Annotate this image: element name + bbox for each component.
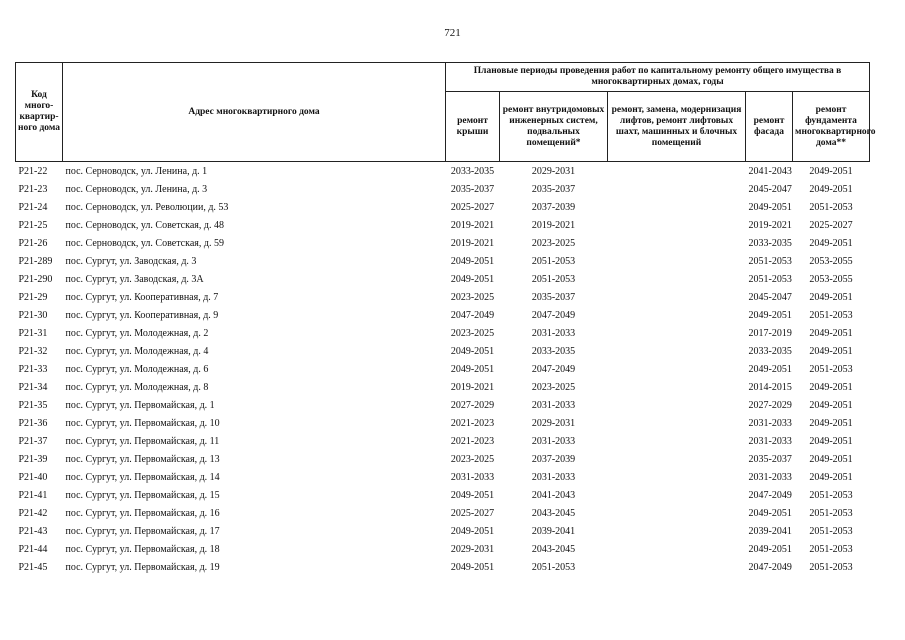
table-row <box>16 360 870 378</box>
table-body <box>16 162 870 577</box>
table-row <box>16 432 870 450</box>
cell-foundation: 2051-2053 <box>809 489 853 501</box>
cell-systems: 2031-2033 <box>531 435 576 447</box>
cell-code: Р21-32 <box>18 345 48 357</box>
cell-foundation: 2049-2051 <box>809 291 853 303</box>
capital-repair-schedule-table <box>15 62 876 576</box>
table-row <box>16 522 870 540</box>
cell-address: пос. Сургут, ул. Кооперативная, д. 7 <box>65 291 219 303</box>
cell-facade: 2033-2035 <box>748 237 792 249</box>
cell-foundation: 2051-2053 <box>809 309 853 321</box>
cell-roof: 2027-2029 <box>450 399 495 411</box>
cell-facade: 2039-2041 <box>748 525 792 537</box>
cell-facade: 2035-2037 <box>748 453 792 465</box>
cell-foundation: 2049-2051 <box>809 453 853 465</box>
cell-systems: 2041-2043 <box>531 489 576 501</box>
header-address: Адрес многоквартирного дома <box>63 63 446 162</box>
cell-foundation: 2051-2053 <box>809 507 853 519</box>
cell-elevators <box>608 522 746 540</box>
cell-code: Р21-34 <box>18 381 48 393</box>
cell-facade: 2047-2049 <box>748 489 792 501</box>
cell-address: пос. Сургут, ул. Молодежная, д. 8 <box>65 381 209 393</box>
header-planned-periods: Плановые периоды проведения работ по капитальному ремонту общего имущества в многоквартирных домах, годы <box>446 63 870 92</box>
cell-facade: 2014-2015 <box>748 381 792 393</box>
cell-facade: 2049-2051 <box>748 201 792 213</box>
cell-foundation: 2049-2051 <box>809 471 853 483</box>
cell-facade: 2049-2051 <box>748 363 792 375</box>
table-row <box>16 270 870 288</box>
cell-foundation: 2049-2051 <box>809 417 853 429</box>
cell-systems: 2023-2025 <box>531 381 576 393</box>
cell-systems: 2031-2033 <box>531 327 576 339</box>
cell-code: Р21-35 <box>18 399 48 411</box>
cell-code: Р21-26 <box>18 237 48 249</box>
cell-foundation: 2051-2053 <box>809 363 853 375</box>
cell-systems: 2037-2039 <box>531 453 576 465</box>
cell-foundation: 2051-2053 <box>809 543 853 555</box>
cell-elevators <box>608 468 746 486</box>
cell-foundation: 2053-2055 <box>809 273 853 285</box>
table-row <box>16 414 870 432</box>
cell-foundation: 2049-2051 <box>809 183 853 195</box>
cell-code: Р21-44 <box>18 543 48 555</box>
table-row <box>16 468 870 486</box>
cell-systems: 2031-2033 <box>531 399 576 411</box>
header-roof: ремонт крыши <box>446 92 500 162</box>
cell-code: Р21-289 <box>18 255 53 267</box>
cell-roof: 2019-2021 <box>450 219 495 231</box>
cell-code: Р21-36 <box>18 417 48 429</box>
cell-address: пос. Сургут, ул. Первомайская, д. 1 <box>65 399 215 411</box>
header-facade: ремонт фасада <box>746 92 793 162</box>
cell-address: пос. Сургут, ул. Первомайская, д. 16 <box>65 507 220 519</box>
cell-roof: 2023-2025 <box>450 291 495 303</box>
cell-facade: 2031-2033 <box>748 435 792 447</box>
cell-elevators <box>608 306 746 324</box>
cell-address: пос. Серноводск, ул. Ленина, д. 3 <box>65 183 208 195</box>
cell-systems: 2051-2053 <box>531 561 576 573</box>
cell-elevators <box>608 360 746 378</box>
cell-facade: 2031-2033 <box>748 417 792 429</box>
cell-elevators <box>608 270 746 288</box>
cell-foundation: 2049-2051 <box>809 165 853 177</box>
cell-facade: 2017-2019 <box>748 327 792 339</box>
cell-roof: 2031-2033 <box>450 471 495 483</box>
cell-address: пос. Сургут, ул. Молодежная, д. 4 <box>65 345 209 357</box>
cell-facade: 2049-2051 <box>748 507 792 519</box>
table-row <box>16 252 870 270</box>
cell-elevators <box>608 558 746 576</box>
cell-code: Р21-40 <box>18 471 48 483</box>
cell-address: пос. Серноводск, ул. Советская, д. 48 <box>65 219 224 231</box>
table-row <box>16 558 870 576</box>
cell-elevators <box>608 234 746 252</box>
cell-elevators <box>608 396 746 414</box>
cell-roof: 2019-2021 <box>450 237 495 249</box>
cell-facade: 2045-2047 <box>748 291 792 303</box>
cell-foundation: 2049-2051 <box>809 381 853 393</box>
cell-facade: 2041-2043 <box>748 165 792 177</box>
cell-foundation: 2049-2051 <box>809 237 853 249</box>
cell-roof: 2019-2021 <box>450 381 495 393</box>
cell-roof: 2021-2023 <box>450 435 495 447</box>
cell-code: Р21-290 <box>18 273 53 285</box>
cell-roof: 2023-2025 <box>450 453 495 465</box>
table-row <box>16 306 870 324</box>
cell-systems: 2039-2041 <box>531 525 576 537</box>
cell-code: Р21-29 <box>18 291 48 303</box>
cell-systems: 2029-2031 <box>531 417 576 429</box>
cell-systems: 2051-2053 <box>531 273 576 285</box>
cell-facade: 2019-2021 <box>748 219 792 231</box>
cell-foundation: 2051-2053 <box>809 525 853 537</box>
cell-facade: 2045-2047 <box>748 183 792 195</box>
cell-code: Р21-45 <box>18 561 48 573</box>
cell-code: Р21-30 <box>18 309 48 321</box>
cell-systems: 2035-2037 <box>531 291 576 303</box>
cell-elevators <box>608 378 746 396</box>
cell-foundation: 2049-2051 <box>809 399 853 411</box>
cell-systems: 2043-2045 <box>531 543 576 555</box>
cell-roof: 2025-2027 <box>450 201 495 213</box>
cell-foundation: 2049-2051 <box>809 327 853 339</box>
cell-elevators <box>608 450 746 468</box>
cell-roof: 2023-2025 <box>450 327 495 339</box>
cell-foundation: 2051-2053 <box>809 561 853 573</box>
cell-roof: 2049-2051 <box>450 363 495 375</box>
cell-address: пос. Сургут, ул. Первомайская, д. 10 <box>65 417 220 429</box>
cell-elevators <box>608 252 746 270</box>
cell-facade: 2027-2029 <box>748 399 792 411</box>
cell-address: пос. Сургут, ул. Кооперативная, д. 9 <box>65 309 219 321</box>
cell-foundation: 2025-2027 <box>809 219 853 231</box>
cell-roof: 2033-2035 <box>450 165 495 177</box>
cell-elevators <box>608 198 746 216</box>
cell-foundation: 2053-2055 <box>809 255 853 267</box>
cell-address: пос. Сургут, ул. Заводская, д. 3 <box>65 255 197 267</box>
cell-elevators <box>608 180 746 198</box>
cell-roof: 2049-2051 <box>450 345 495 357</box>
cell-code: Р21-41 <box>18 489 48 501</box>
table-row <box>16 288 870 306</box>
cell-elevators <box>608 432 746 450</box>
cell-elevators <box>608 162 746 181</box>
cell-roof: 2025-2027 <box>450 507 495 519</box>
cell-roof: 2021-2023 <box>450 417 495 429</box>
cell-address: пос. Серноводск, ул. Ленина, д. 1 <box>65 165 208 177</box>
cell-elevators <box>608 342 746 360</box>
cell-facade: 2051-2053 <box>748 273 792 285</box>
cell-address: пос. Сургут, ул. Первомайская, д. 11 <box>65 435 220 447</box>
cell-elevators <box>608 540 746 558</box>
header-elevators: ремонт, замена, модернизация лифтов, ремонт лифтовых шахт, машинных и блочных помещений <box>608 92 746 162</box>
cell-code: Р21-23 <box>18 183 48 195</box>
page-number: 721 <box>444 27 461 39</box>
table-row <box>16 540 870 558</box>
cell-facade: 2049-2051 <box>748 543 792 555</box>
header-code: Код много-квартир-ного дома <box>16 63 63 162</box>
cell-roof: 2049-2051 <box>450 561 495 573</box>
cell-facade: 2049-2051 <box>748 309 792 321</box>
cell-roof: 2049-2051 <box>450 525 495 537</box>
cell-code: Р21-24 <box>18 201 48 213</box>
table-row <box>16 234 870 252</box>
cell-systems: 2029-2031 <box>531 165 576 177</box>
table-row <box>16 450 870 468</box>
cell-systems: 2043-2045 <box>531 507 576 519</box>
table-row <box>16 180 870 198</box>
table-row <box>16 198 870 216</box>
cell-code: Р21-43 <box>18 525 48 537</box>
cell-address: пос. Сургут, ул. Молодежная, д. 2 <box>65 327 209 339</box>
table-row <box>16 216 870 234</box>
cell-address: пос. Сургут, ул. Заводская, д. 3А <box>65 273 204 285</box>
table-header <box>16 63 876 162</box>
table-row <box>16 324 870 342</box>
cell-elevators <box>608 288 746 306</box>
cell-roof: 2029-2031 <box>450 543 495 555</box>
cell-systems: 2051-2053 <box>531 255 576 267</box>
cell-code: Р21-31 <box>18 327 48 339</box>
cell-address: пос. Сургут, ул. Первомайская, д. 13 <box>65 453 220 465</box>
cell-address: пос. Серноводск, ул. Советская, д. 59 <box>65 237 224 249</box>
cell-address: пос. Серноводск, ул. Революции, д. 53 <box>65 201 229 213</box>
cell-facade: 2051-2053 <box>748 255 792 267</box>
cell-address: пос. Сургут, ул. Первомайская, д. 14 <box>65 471 220 483</box>
table-row <box>16 504 870 522</box>
cell-foundation: 2049-2051 <box>809 345 853 357</box>
cell-elevators <box>608 504 746 522</box>
cell-elevators <box>608 486 746 504</box>
cell-roof: 2047-2049 <box>450 309 495 321</box>
cell-systems: 2047-2049 <box>531 363 576 375</box>
cell-systems: 2019-2021 <box>531 219 576 231</box>
cell-roof: 2049-2051 <box>450 255 495 267</box>
header-foundation: ремонт фундамента многоквартирного дома** <box>793 92 870 162</box>
cell-address: пос. Сургут, ул. Первомайская, д. 19 <box>65 561 220 573</box>
header-systems: ремонт внутридомовых инженерных систем, подвальных помещений* <box>500 92 608 162</box>
cell-systems: 2037-2039 <box>531 201 576 213</box>
cell-code: Р21-39 <box>18 453 48 465</box>
cell-foundation: 2049-2051 <box>809 435 853 447</box>
table-row <box>16 486 870 504</box>
cell-code: Р21-37 <box>18 435 48 447</box>
cell-code: Р21-42 <box>18 507 48 519</box>
cell-roof: 2049-2051 <box>450 273 495 285</box>
table-row <box>16 162 870 181</box>
cell-address: пос. Сургут, ул. Первомайская, д. 18 <box>65 543 220 555</box>
cell-facade: 2047-2049 <box>748 561 792 573</box>
cell-roof: 2035-2037 <box>450 183 495 195</box>
cell-elevators <box>608 216 746 234</box>
table-row <box>16 378 870 396</box>
cell-code: Р21-33 <box>18 363 48 375</box>
cell-address: пос. Сургут, ул. Первомайская, д. 15 <box>65 489 220 501</box>
cell-address: пос. Сургут, ул. Первомайская, д. 17 <box>65 525 220 537</box>
cell-facade: 2031-2033 <box>748 471 792 483</box>
cell-code: Р21-22 <box>18 165 48 177</box>
cell-roof: 2049-2051 <box>450 489 495 501</box>
cell-elevators <box>608 414 746 432</box>
cell-address: пос. Сургут, ул. Молодежная, д. 6 <box>65 363 209 375</box>
cell-systems: 2047-2049 <box>531 309 576 321</box>
cell-systems: 2035-2037 <box>531 183 576 195</box>
table-row <box>16 342 870 360</box>
cell-elevators <box>608 324 746 342</box>
cell-foundation: 2051-2053 <box>809 201 853 213</box>
table-row <box>16 396 870 414</box>
cell-systems: 2023-2025 <box>531 237 576 249</box>
cell-facade: 2033-2035 <box>748 345 792 357</box>
cell-systems: 2033-2035 <box>531 345 576 357</box>
cell-code: Р21-25 <box>18 219 48 231</box>
cell-systems: 2031-2033 <box>531 471 576 483</box>
